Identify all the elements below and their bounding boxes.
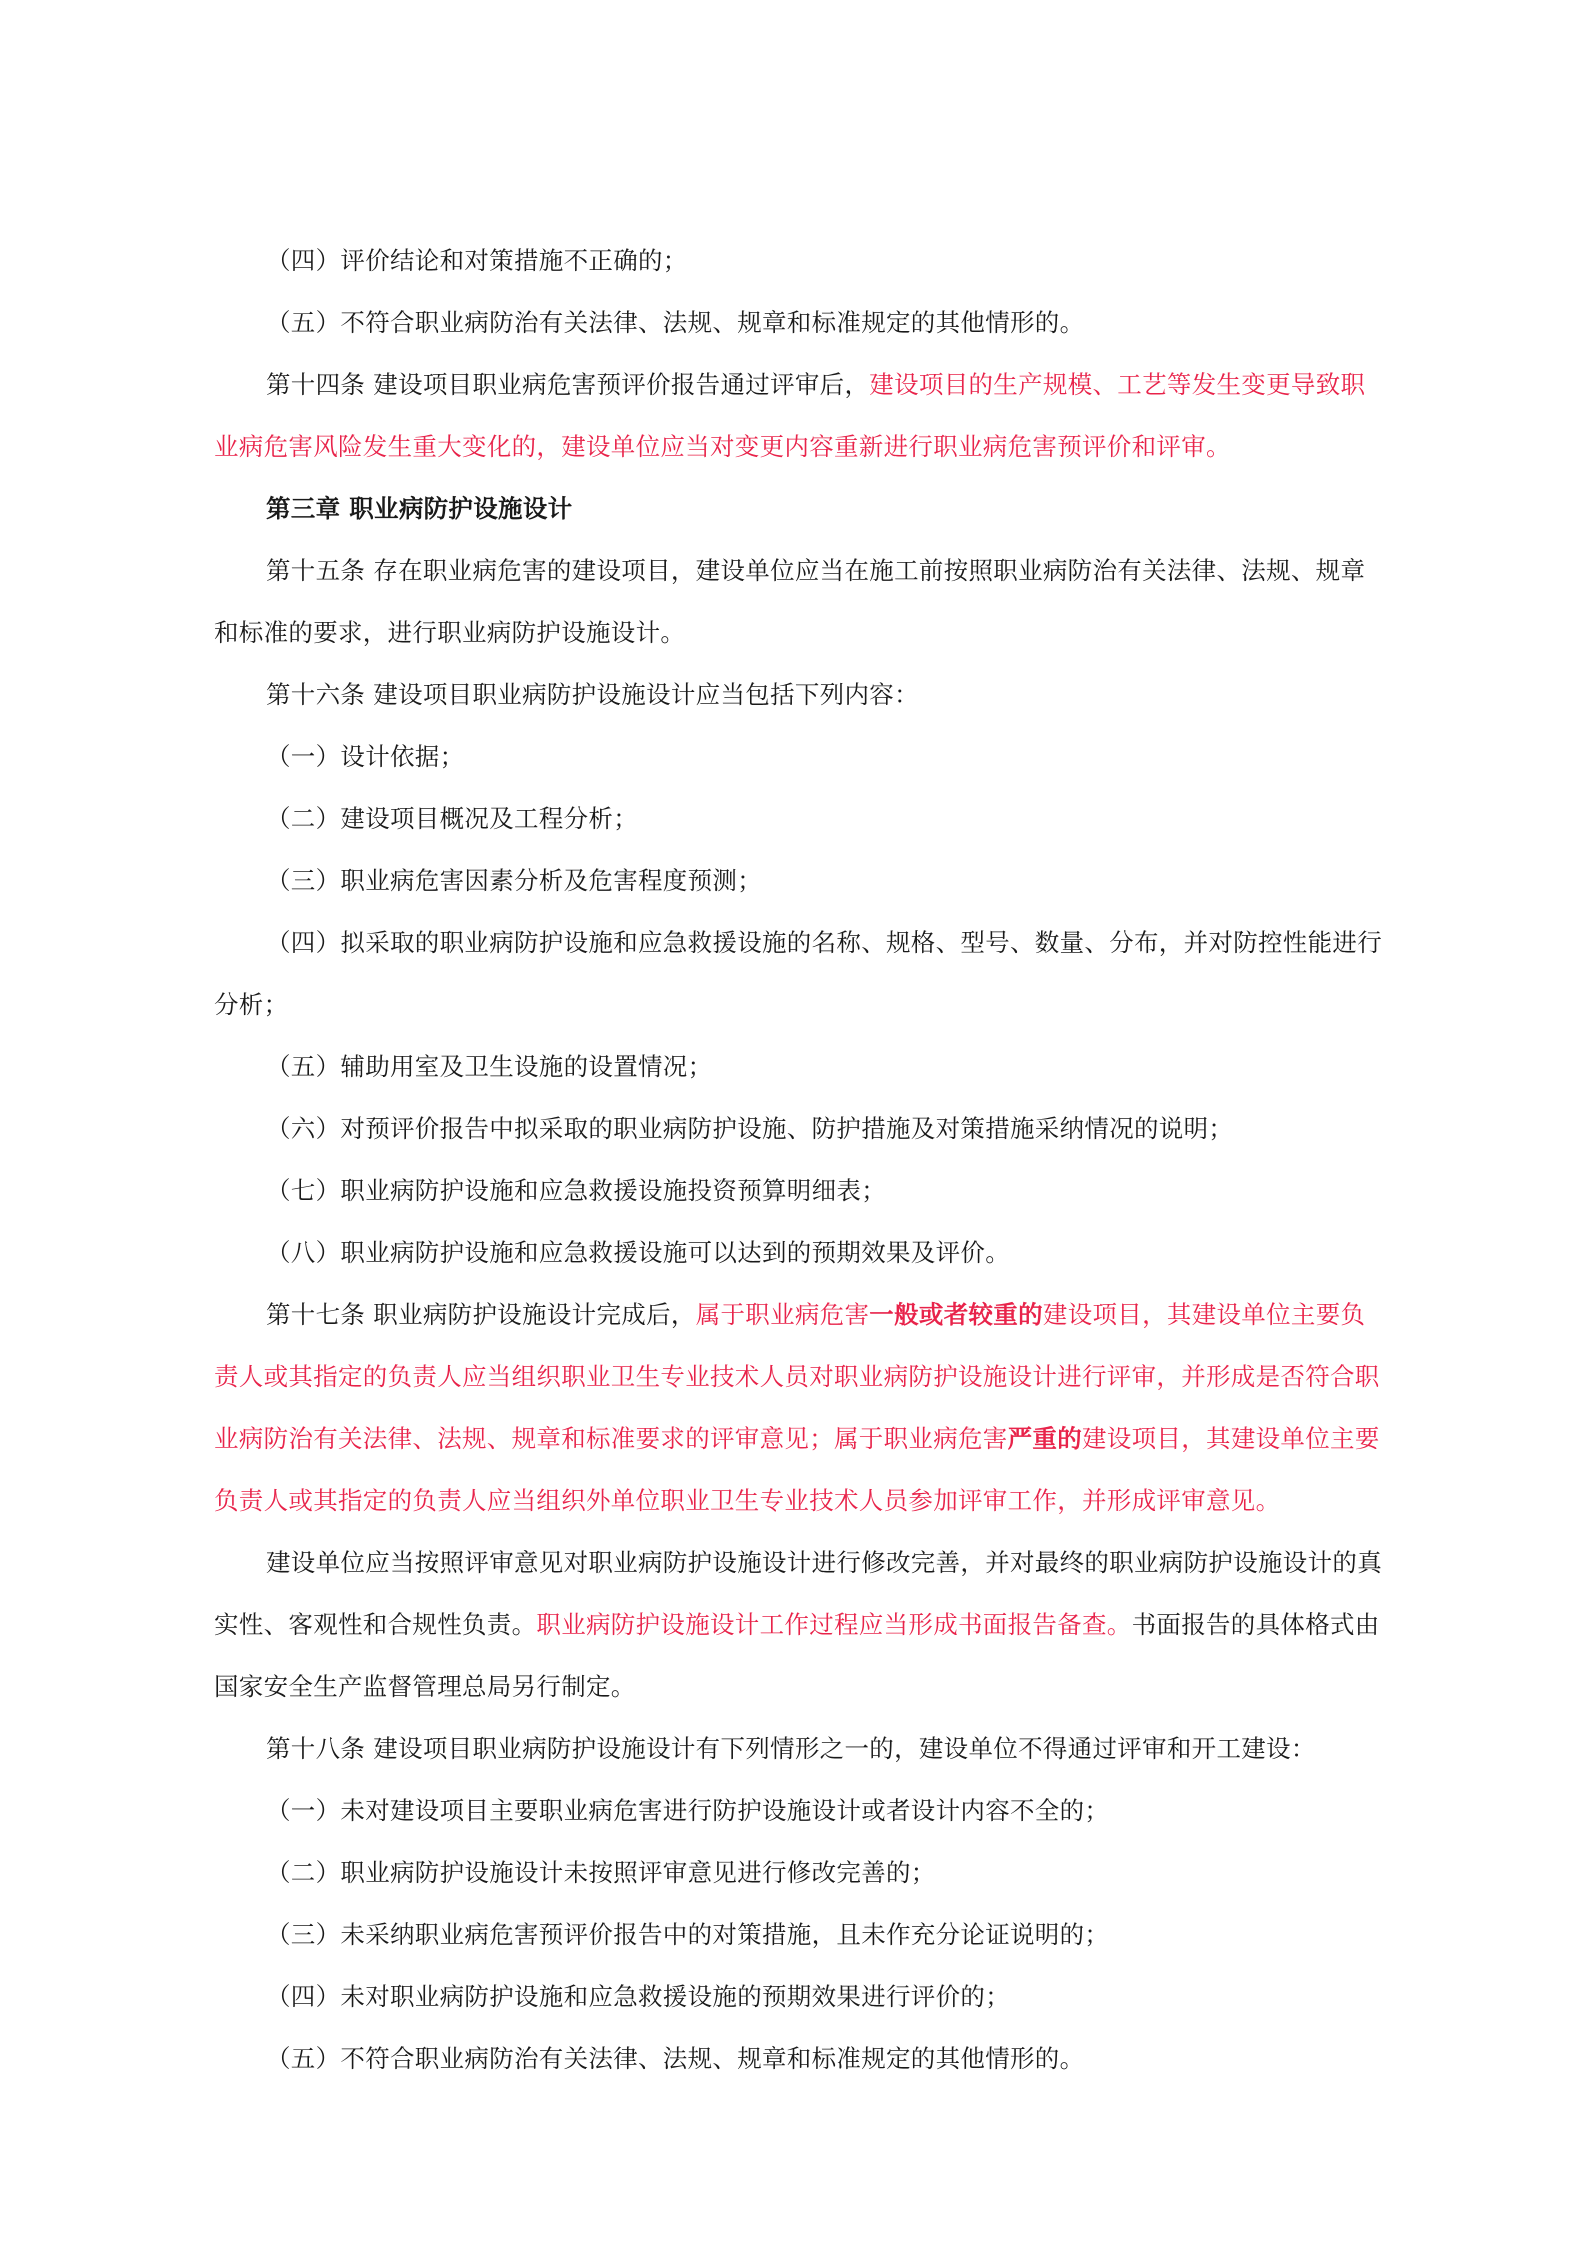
highlighted-text: 属于职业病危害 (695, 1300, 870, 1329)
paragraph-text: 第十七条 职业病防护设施设计完成后， (266, 1300, 696, 1329)
paragraph (214, 1904, 1384, 1966)
paragraph (214, 2028, 1384, 2090)
paragraph-text: （四）评价结论和对策措施不正确的； (266, 246, 688, 275)
chapter-heading: 第三章 职业病防护设施设计 (266, 494, 573, 523)
paragraph (214, 912, 1384, 1036)
paragraph (214, 354, 1384, 478)
paragraph (214, 292, 1384, 354)
paragraph (214, 664, 1384, 726)
paragraph-text: （五）不符合职业病防治有关法律、法规、规章和标准规定的其他情形的。 (266, 308, 1085, 337)
paragraph (214, 1284, 1384, 1532)
paragraph-text: （五）不符合职业病防治有关法律、法规、规章和标准规定的其他情形的。 (266, 2044, 1085, 2073)
paragraph-text: （一）设计依据； (266, 742, 465, 771)
paragraph (214, 1718, 1384, 1780)
paragraph-text: （五）辅助用室及卫生设施的设置情况； (266, 1052, 713, 1081)
paragraph (214, 1098, 1384, 1160)
highlighted-text: 建设项目，其建设单位主要负责人或其指定的负责人应当组织外单位职业卫生专业技术人员参加评审工作，并形成评审意见。 (214, 1424, 1380, 1515)
paragraph-text: （二）职业病防护设施设计未按照评审意见进行修改完善的； (266, 1858, 936, 1887)
paragraph-text: 第十五条 存在职业病危害的建设项目，建设单位应当在施工前按照职业病防治有关法律、法规、规章和标准的要求，进行职业病防护设施设计。 (214, 556, 1366, 647)
paragraph (214, 540, 1384, 664)
paragraph-text: 第十六条 建设项目职业病防护设施设计应当包括下列内容： (266, 680, 919, 709)
highlighted-text: 严重的 (1007, 1424, 1083, 1453)
paragraph-text: （四）拟采取的职业病防护设施和应急救援设施的名称、规格、型号、数量、分布，并对防控性能进行分析； (214, 928, 1382, 1019)
highlighted-text: 职业病防护设施设计工作过程应当形成书面报告备查。 (536, 1610, 1132, 1639)
paragraph (214, 788, 1384, 850)
paragraph-text: （六）对预评价报告中拟采取的职业病防护设施、防护措施及对策措施采纳情况的说明； (266, 1114, 1234, 1143)
paragraph-text: 第十四条 建设项目职业病危害预评价报告通过评审后， (266, 370, 870, 399)
paragraph (214, 1780, 1384, 1842)
paragraph (214, 1966, 1384, 2028)
paragraph (214, 1532, 1384, 1718)
document-body (214, 230, 1384, 2090)
paragraph (214, 1842, 1384, 1904)
paragraph-text: （二）建设项目概况及工程分析； (266, 804, 638, 833)
paragraph-text: 第十八条 建设项目职业病防护设施设计有下列情形之一的，建设单位不得通过评审和开工建设： (266, 1734, 1316, 1763)
highlighted-text: 建设项目的生产规模、工艺等发生变更导致职业病危害风险发生重大变化的，建设单位应当对变更内容重新进行职业病危害预评价和评审。 (214, 370, 1366, 461)
paragraph (214, 1222, 1384, 1284)
paragraph (214, 478, 1384, 540)
paragraph-text: 书面报告的具体格式由国家安全生产监督管理总局另行制定。 (214, 1610, 1380, 1701)
paragraph-text: （四）未对职业病防护设施和应急救援设施的预期效果进行评价的； (266, 1982, 1010, 2011)
paragraph-text: （三）未采纳职业病危害预评价报告中的对策措施，且未作充分论证说明的； (266, 1920, 1110, 1949)
paragraph-text: （三）职业病危害因素分析及危害程度预测； (266, 866, 762, 895)
paragraph (214, 726, 1384, 788)
paragraph-text: （八）职业病防护设施和应急救援设施可以达到的预期效果及评价。 (266, 1238, 1010, 1267)
paragraph (214, 1036, 1384, 1098)
highlighted-text: 一般或者较重的 (869, 1300, 1043, 1329)
paragraph (214, 850, 1384, 912)
highlighted-text: 建设项目，其建设单位主要负责人或其指定的负责人应当组织职业卫生专业技术人员对职业病防护设施设计进行评审，并形成是否符合职业病防治有关法律、法规、规章和标准要求的评审意见；属于职业病危害 (214, 1300, 1380, 1453)
paragraph-text: （一）未对建设项目主要职业病危害进行防护设施设计或者设计内容不全的； (266, 1796, 1110, 1825)
paragraph-text: 建设单位应当按照评审意见对职业病防护设施设计进行修改完善，并对最终的职业病防护设施设计的真实性、客观性和合规性负责。 (214, 1548, 1382, 1639)
paragraph (214, 230, 1384, 292)
paragraph (214, 1160, 1384, 1222)
paragraph-text: （七）职业病防护设施和应急救援设施投资预算明细表； (266, 1176, 886, 1205)
